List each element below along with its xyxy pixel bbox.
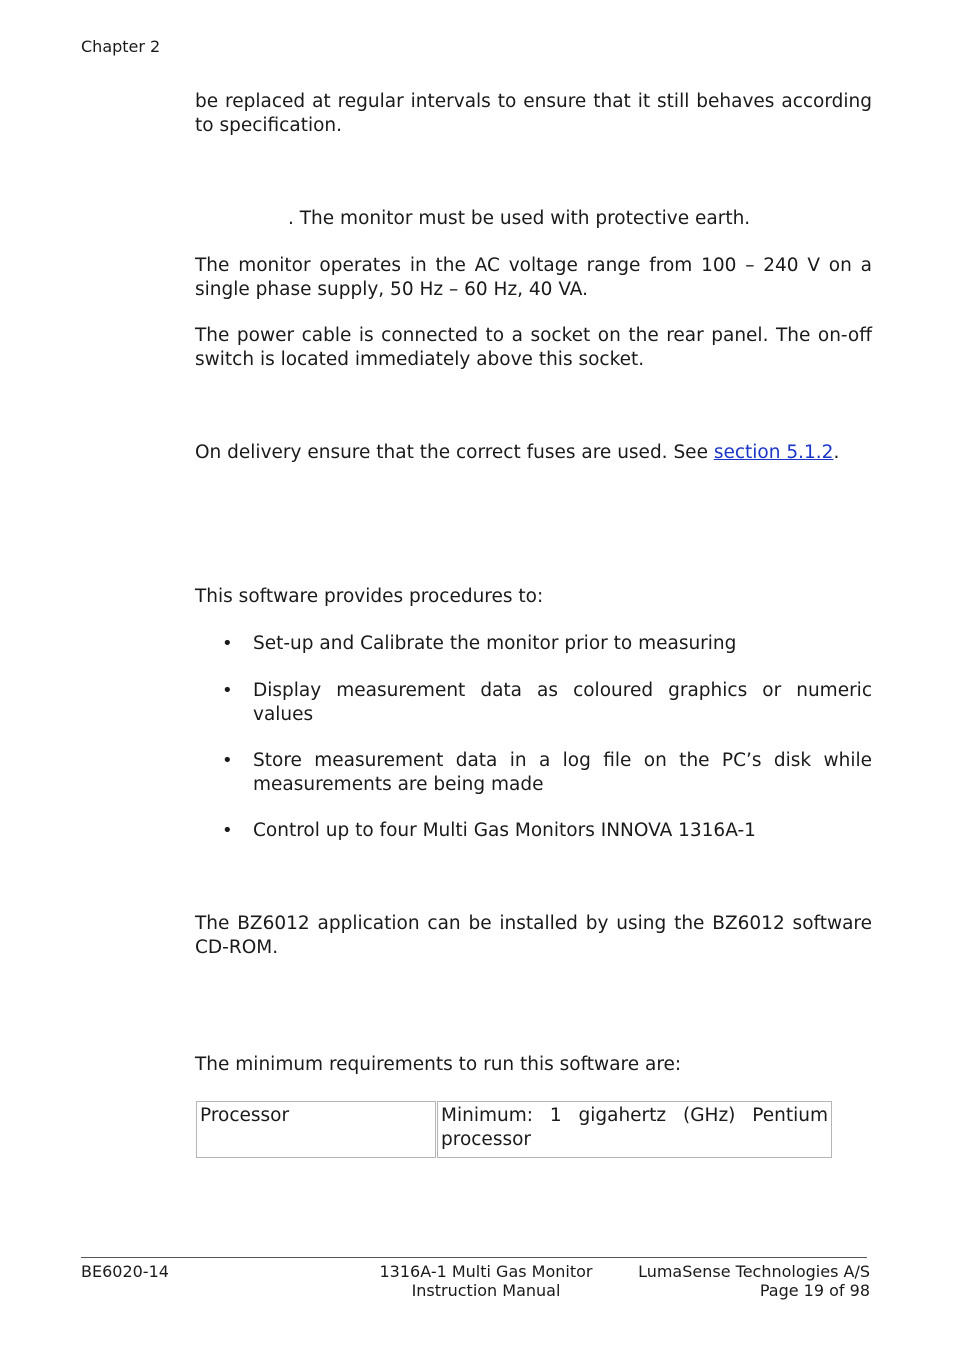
footer-product-line2: Instruction Manual <box>411 1281 561 1300</box>
fuses-text: On delivery ensure that the correct fuses are used. See <box>195 442 714 463</box>
bullet-dot: • <box>222 633 233 654</box>
footer-product-line1: 1316A-1 Multi Gas Monitor <box>379 1262 593 1281</box>
list-item: Set-up and Calibrate the monitor prior to measuring <box>253 633 737 654</box>
list-item: Display measurement data as coloured graphics or numeric values <box>253 680 872 725</box>
paragraph-power-cable: The power cable is connected to a socket on the rear panel. The on-off switch is located immediately above this socket. <box>195 325 872 370</box>
bullet-dot: • <box>222 750 233 771</box>
paragraph-ac-voltage: The monitor operates in the AC voltage range from 100 – 240 V on a single phase supply, 50 Hz – 60 Hz, 40 VA. <box>195 255 872 300</box>
paragraph-replacement: be replaced at regular intervals to ensure that it still behaves according to specification. <box>195 91 872 136</box>
bullet-dot: • <box>222 820 233 841</box>
footer-page-number: Page 19 of 98 <box>759 1281 870 1300</box>
paragraph-installation: The BZ6012 application can be installed by using the BZ6012 software CD-ROM. <box>195 913 872 958</box>
table-row <box>197 1102 832 1158</box>
paragraph-fuses <box>195 441 872 465</box>
table-cell-label: Processor <box>197 1102 437 1158</box>
table-cell-value: Minimum: 1 gigahertz (GHz) Pentium processor <box>437 1102 832 1158</box>
footer-divider <box>81 1257 867 1258</box>
list-item: Store measurement data in a log file on the PC’s disk while measurements are being made <box>253 750 872 795</box>
requirements-table <box>196 1101 832 1158</box>
paragraph-protective-earth: . The monitor must be used with protective earth. <box>288 208 751 229</box>
fuses-period: . <box>833 442 840 463</box>
footer-doc-id: BE6020-14 <box>81 1262 169 1281</box>
paragraph-software-intro: This software provides procedures to: <box>195 586 544 607</box>
chapter-header: Chapter 2 <box>81 37 161 56</box>
section-link[interactable]: section 5.1.2 <box>713 442 834 463</box>
list-item: Control up to four Multi Gas Monitors INNOVA 1316A-1 <box>253 820 756 841</box>
bullet-dot: • <box>222 680 233 701</box>
footer-company: LumaSense Technologies A/S <box>638 1262 870 1281</box>
paragraph-requirements: The minimum requirements to run this software are: <box>195 1054 682 1075</box>
